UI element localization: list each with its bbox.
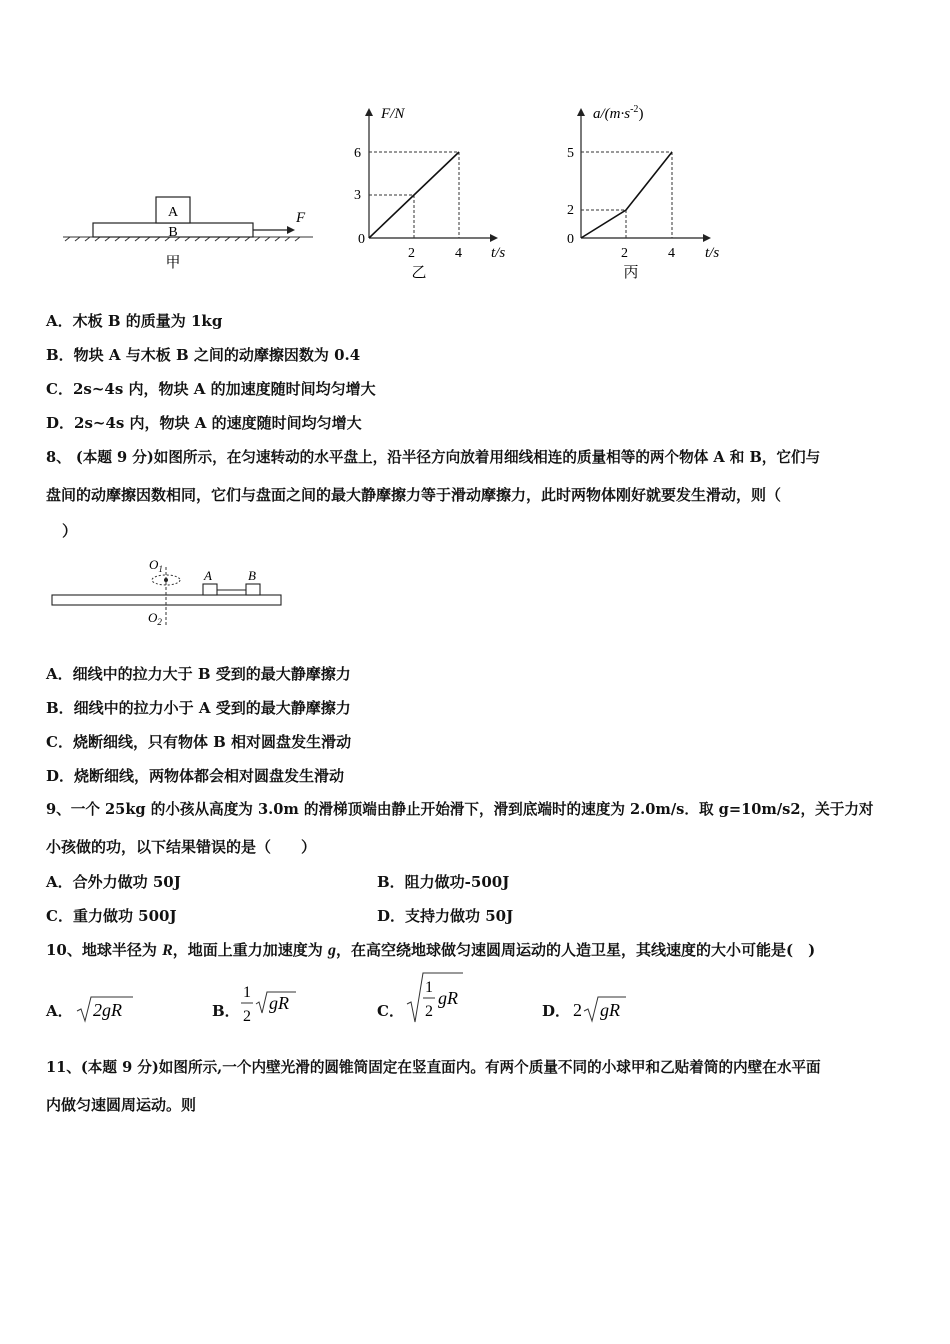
- block-a-label: A: [167, 205, 179, 220]
- figure-yi-caption: 乙: [411, 265, 427, 280]
- q10-stem: 10、地球半径为 R，地面上重力加速度为 g，在高空绕地球做匀速圆周运动的人造卫星，其线速度的大小可能是( ): [46, 941, 816, 959]
- block-a-q8-label: A: [204, 568, 212, 583]
- q9-option-a: A．合外力做功 50J: [46, 873, 181, 891]
- q8-stem-line2: 盘间的动摩擦因数相同，它们与盘面之间的最大静摩擦力等于滑动摩擦力，此时两物体刚好就要发生滑动，则（: [46, 486, 782, 504]
- yi-x-axis-label: t/s: [491, 245, 506, 261]
- yi-origin: 0: [358, 232, 365, 247]
- bing-origin: 0: [567, 232, 574, 247]
- q8-stem-line1: 8、 (本题 9 分)如图所示，在匀速转动的水平盘上，沿半径方向放着用细线相连的质量相等的两个物体 A 和 B，它们与: [46, 449, 821, 466]
- q10-b-denominator: 2: [243, 1008, 251, 1025]
- q10-option-c-expr: [405, 970, 467, 1028]
- q8-stem-line3: ）: [62, 522, 78, 540]
- q10-option-b-label: B．: [212, 1002, 240, 1020]
- q8-option-c: C．烧断细线，只有物体 B 相对圆盘发生滑动: [46, 733, 352, 751]
- q10-option-a-expr: [75, 994, 135, 1026]
- o2-label: $O_2$: [148, 610, 162, 627]
- figure-q8-disk: [45, 555, 295, 635]
- bing-x-tick-4: 4: [668, 246, 675, 261]
- q10-option-d-label: D．: [542, 1002, 571, 1020]
- figure-bing-caption: 丙: [623, 265, 639, 280]
- q7-option-c: C．2s~4s 内，物块 A 的加速度随时间均匀增大: [46, 380, 376, 398]
- block-a-q8: [203, 584, 217, 595]
- q7-option-a: A．木板 B 的质量为 1kg: [46, 312, 223, 330]
- yi-x-tick-2: 2: [408, 246, 415, 261]
- bing-y-tick-5: 5: [567, 146, 574, 161]
- q8-option-d: D．烧断细线，两物体都会相对圆盘发生滑动: [46, 767, 345, 785]
- q10-option-b-expr: [238, 980, 300, 1028]
- force-label: F: [296, 210, 306, 226]
- yi-y-tick-6: 6: [354, 146, 361, 161]
- q9-option-b: B．阻力做功-500J: [377, 873, 510, 891]
- bing-y-axis-label: $a/(m\cdot s^{-2})$: [593, 104, 644, 122]
- q10-option-a-label: A．: [46, 1002, 73, 1020]
- yi-y-tick-3: 3: [354, 188, 361, 203]
- q10-b-radicand: gR: [269, 993, 289, 1013]
- block-b-q8-label: B: [248, 568, 256, 583]
- q7-option-d: D．2s~4s 内，物块 A 的速度随时间均匀增大: [46, 414, 362, 432]
- q9-option-c: C．重力做功 500J: [46, 907, 177, 925]
- q10-c-numerator: 1: [425, 979, 433, 996]
- block-b-q8: [246, 584, 260, 595]
- figure-jia-caption: 甲: [165, 255, 181, 271]
- q11-stem-line1: 11、(本题 9 分)如图所示,一个内壁光滑的圆锥筒固定在竖直面内。有两个质量不同的小球甲和乙贴着筒的内壁在水平面: [46, 1059, 821, 1076]
- q8-option-b: B．细线中的拉力小于 A 受到的最大静摩擦力: [46, 699, 351, 717]
- q11-stem-line2: 内做匀速圆周运动。则: [46, 1096, 197, 1114]
- yi-x-tick-4: 4: [455, 246, 462, 261]
- bing-x-axis-label: t/s: [705, 245, 720, 261]
- q9-stem-line2: 小孩做的功，以下结果错误的是（ ）: [46, 838, 317, 856]
- q10-d-radicand: gR: [600, 1000, 620, 1020]
- figure-jia: [55, 185, 325, 275]
- q7-option-b: B．物块 A 与木板 B 之间的动摩擦因数为 0.4: [46, 346, 361, 364]
- q10-d-coefficient: 2: [573, 1000, 582, 1020]
- q8-option-a: A．细线中的拉力大于 B 受到的最大静摩擦力: [46, 665, 351, 683]
- q10-option-c-label: C．: [377, 1002, 404, 1020]
- yi-y-axis-label: F/N: [381, 106, 405, 122]
- q10-b-numerator: 1: [243, 984, 251, 1001]
- o1-label: $O_1$: [149, 557, 163, 574]
- q10-c-denominator: 2: [425, 1003, 433, 1020]
- figure-bing: [555, 100, 735, 280]
- q10-a-radicand: 2gR: [93, 1000, 122, 1020]
- q10-c-radicand: gR: [438, 988, 458, 1008]
- q9-option-d: D．支持力做功 50J: [377, 907, 514, 925]
- block-b-label: B: [168, 225, 178, 240]
- q10-option-d-expr: [570, 994, 632, 1026]
- figure-yi: [345, 100, 520, 280]
- bing-x-tick-2: 2: [621, 246, 628, 261]
- q9-stem-line1: 9、一个 25kg 的小孩从高度为 3.0m 的滑梯顶端由静止开始滑下，滑到底端时的速度为 2.0m/s．取 g=10m/s2，关于力对: [46, 801, 874, 818]
- bing-y-tick-2: 2: [567, 203, 574, 218]
